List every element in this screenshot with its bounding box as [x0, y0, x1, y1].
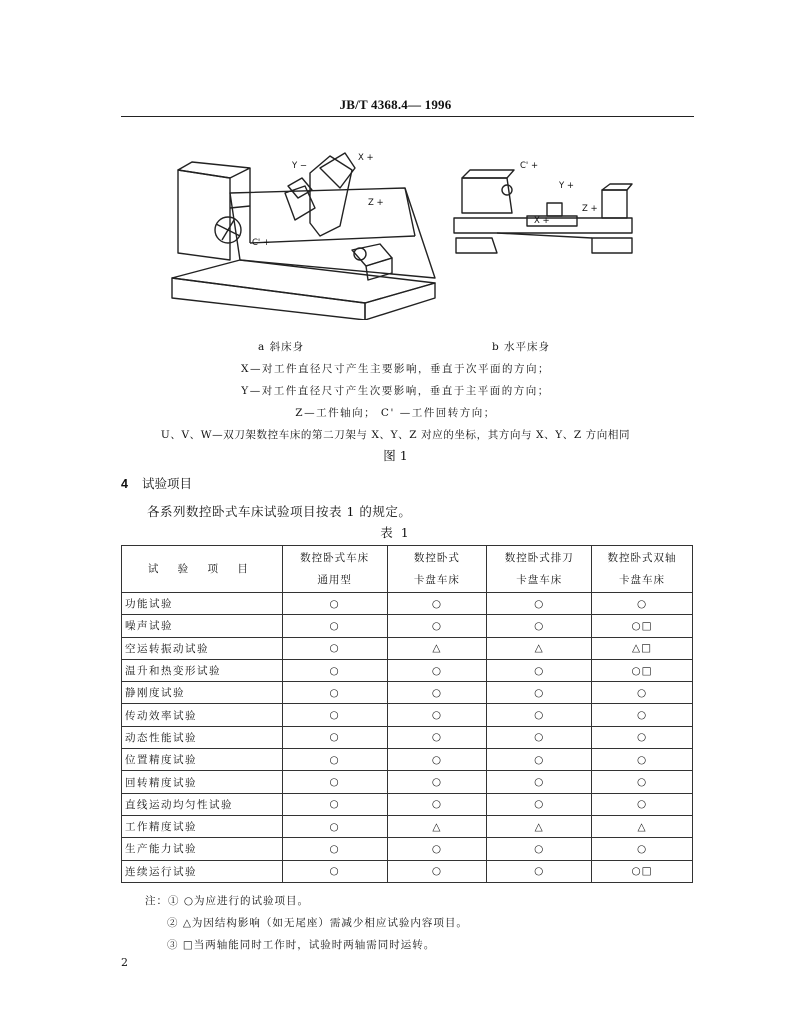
table-cell: ○□ — [592, 615, 693, 637]
test-item-name: 静刚度试验 — [122, 682, 283, 704]
table-cell: ○ — [487, 659, 592, 681]
table-cell: ○ — [592, 793, 693, 815]
table-cell: ○ — [282, 682, 387, 704]
table-cell: ○ — [387, 704, 487, 726]
test-item-name: 功能试验 — [122, 593, 283, 615]
table-cell: ○ — [487, 593, 592, 615]
table-header-row — [122, 546, 693, 593]
column-header: 数控卧式车床 通用型 — [282, 546, 387, 593]
table-cell: ○ — [282, 659, 387, 681]
table-cell: ○ — [592, 593, 693, 615]
table-cell: ○ — [387, 726, 487, 748]
table-cell: ○ — [487, 726, 592, 748]
column-header: 试 验 项 目 — [122, 546, 283, 593]
axis-label-c: C' + — [252, 238, 271, 248]
table-cell: ○ — [387, 771, 487, 793]
table-cell: ○ — [282, 815, 387, 837]
table-cell: ○ — [387, 659, 487, 681]
table-cell: ○ — [487, 682, 592, 704]
table-cell: ○ — [387, 793, 487, 815]
table-cell: ○ — [282, 593, 387, 615]
table-row — [122, 659, 693, 681]
note-1: 注：① ○为应进行的试验项目。 — [145, 895, 309, 907]
figure-subcaption-b: b 水平床身 — [492, 341, 551, 353]
table-cell: ○ — [487, 838, 592, 860]
axis-label-c: C' + — [520, 161, 539, 171]
table-row — [122, 726, 693, 748]
table-cell: ○ — [282, 615, 387, 637]
table-cell: ○ — [282, 749, 387, 771]
table-cell: ○ — [592, 726, 693, 748]
table-cell: ○ — [592, 682, 693, 704]
figure-legend-x: X—对工件直径尺寸产生主要影响，垂直于次平面的方向； — [241, 363, 550, 375]
table-cell: ○□ — [592, 659, 693, 681]
test-item-name: 温升和热变形试验 — [122, 659, 283, 681]
table-cell: ○ — [282, 771, 387, 793]
standard-number-header: JB/T 4368.4— 1996 — [339, 97, 452, 112]
table-row — [122, 838, 693, 860]
table-row — [122, 749, 693, 771]
table-cell: ○ — [387, 682, 487, 704]
table-cell: ○ — [387, 615, 487, 637]
table-cell: ○ — [282, 637, 387, 659]
header-rule — [121, 116, 694, 117]
test-item-name: 位置精度试验 — [122, 749, 283, 771]
axis-label-x: X + — [534, 216, 550, 226]
table-row — [122, 615, 693, 637]
test-item-name: 传动效率试验 — [122, 704, 283, 726]
table-cell: ○ — [387, 593, 487, 615]
table-cell: ○ — [282, 838, 387, 860]
table-cell: ○ — [487, 793, 592, 815]
table-cell: ○ — [282, 793, 387, 815]
test-item-name: 生产能力试验 — [122, 838, 283, 860]
table-cell: ○ — [387, 749, 487, 771]
table-cell: ○ — [487, 771, 592, 793]
column-header: 数控卧式 卡盘车床 — [387, 546, 487, 593]
table-cell: △ — [592, 815, 693, 837]
section-heading — [121, 474, 192, 492]
figure-subcaption-a: a 斜床身 — [258, 341, 305, 353]
table-cell: ○ — [387, 838, 487, 860]
column-header: 数控卧式双轴 卡盘车床 — [592, 546, 693, 593]
figure-legend-uvw: U、V、W—双刀架数控车床的第二刀架与 X、Y、Z 对应的坐标，其方向与 X、Y、Z 方向相同 — [160, 429, 631, 441]
column-header: 数控卧式排刀 卡盘车床 — [487, 546, 592, 593]
axis-label-y: Y + — [559, 181, 575, 191]
table-row — [122, 704, 693, 726]
table-cell: △ — [387, 815, 487, 837]
note-2: ② △为因结构影响（如无尾座）需减少相应试验内容项目。 — [167, 917, 468, 929]
table-cell: ○ — [592, 749, 693, 771]
table-row — [122, 815, 693, 837]
table-title: 表 1 — [380, 525, 411, 540]
table-cell: △ — [387, 637, 487, 659]
axis-label-z: Z + — [368, 198, 384, 208]
table-cell: ○ — [592, 771, 693, 793]
horizontal-bed-lathe-drawing — [452, 158, 642, 260]
test-item-name: 噪声试验 — [122, 615, 283, 637]
table-cell: ○ — [592, 704, 693, 726]
table-cell: △ — [487, 637, 592, 659]
test-item-name: 连续运行试验 — [122, 860, 283, 882]
axis-label-y: Y − — [292, 161, 308, 171]
table-row — [122, 637, 693, 659]
page-number: 2 — [121, 956, 128, 969]
table-cell: ○ — [282, 726, 387, 748]
table-cell: ○ — [282, 704, 387, 726]
figure-legend-y: Y—对工件直径尺寸产生次要影响，垂直于主平面的方向； — [241, 385, 550, 397]
slant-bed-lathe-drawing — [170, 148, 440, 320]
table-cell: ○ — [282, 860, 387, 882]
table-row — [122, 682, 693, 704]
table-cell: ○ — [592, 838, 693, 860]
axis-label-z: Z + — [582, 204, 598, 214]
table-row — [122, 860, 693, 882]
table-cell: ○ — [487, 704, 592, 726]
test-item-name: 直线运动均匀性试验 — [122, 793, 283, 815]
note-3: ③ □当两轴能同时工作时，试验时两轴需同时运转。 — [167, 939, 436, 951]
table-cell: ○ — [387, 860, 487, 882]
table-cell: ○□ — [592, 860, 693, 882]
table-row — [122, 593, 693, 615]
table-cell: △□ — [592, 637, 693, 659]
test-item-name: 空运转振动试验 — [122, 637, 283, 659]
section-number: 4 — [121, 477, 128, 491]
table-row — [122, 793, 693, 815]
body-paragraph: 各系列数控卧式车床试验项目按表 1 的规定。 — [147, 504, 412, 519]
table-cell: ○ — [487, 615, 592, 637]
section-title: 试验项目 — [141, 476, 192, 491]
figure-title: 图 1 — [383, 448, 408, 463]
axis-label-x: X + — [358, 153, 374, 163]
table-cell: ○ — [487, 749, 592, 771]
table-cell: △ — [487, 815, 592, 837]
test-item-name: 动态性能试验 — [122, 726, 283, 748]
test-items-table — [121, 545, 693, 883]
test-item-name: 回转精度试验 — [122, 771, 283, 793]
table-cell: ○ — [487, 860, 592, 882]
test-item-name: 工作精度试验 — [122, 815, 283, 837]
figure-legend-z: Z—工件轴向； C' —工件回转方向； — [295, 407, 496, 419]
table-row — [122, 771, 693, 793]
